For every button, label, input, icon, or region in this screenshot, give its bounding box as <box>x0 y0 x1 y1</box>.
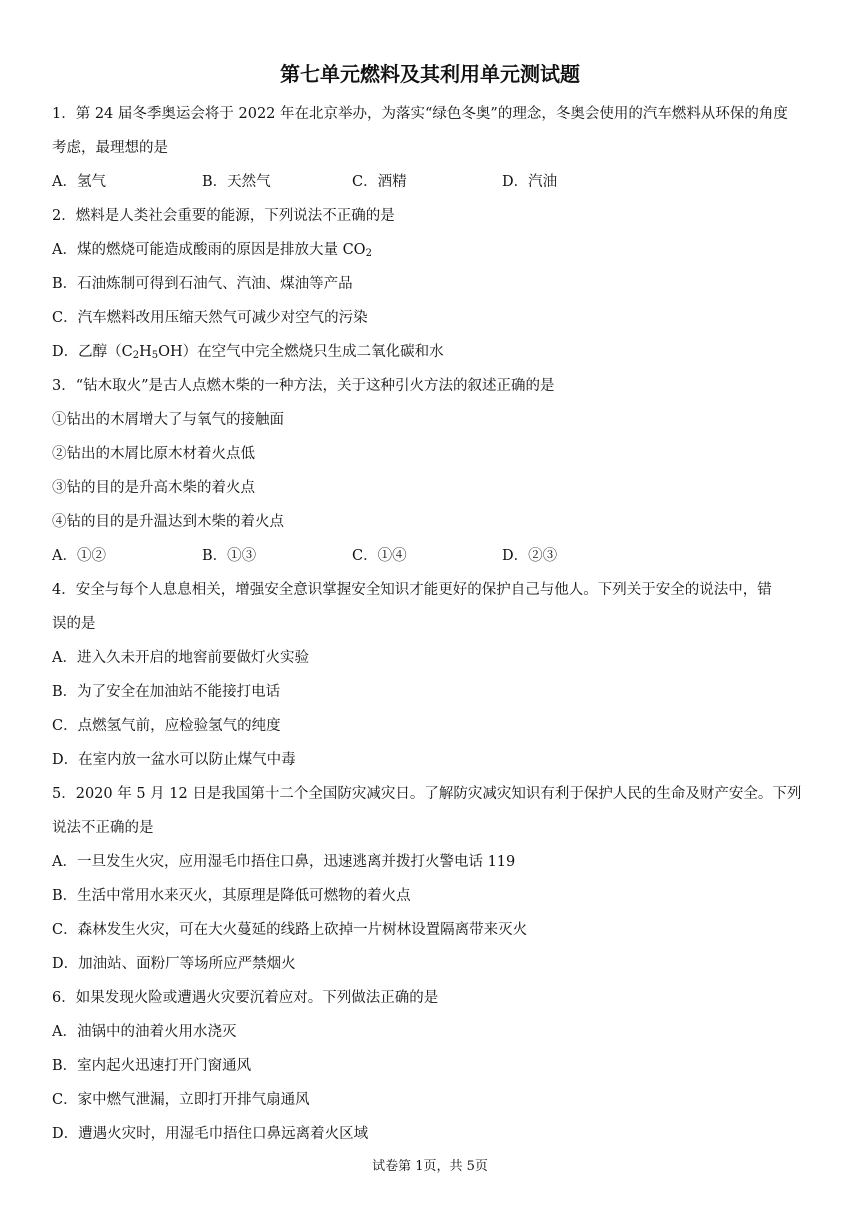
q5-stem-line2: 说法不正确的是 <box>52 820 154 836</box>
q2-option-a-text: A．煤的燃烧可能造成酸雨的原因是排放大量 CO <box>52 242 366 258</box>
q1-option-b: B．天然气 <box>202 174 271 190</box>
q1-stem-line2: 考虑，最理想的是 <box>52 140 168 156</box>
q3-option-a: A．①② <box>52 548 106 564</box>
q5-stem-line1: 5．2020 年 5 月 12 日是我国第十二个全国防灾减灾日。了解防灾减灾知识有利于保护人民的生命及财产安全。下列 <box>52 786 802 802</box>
q2-option-d-post: OH）在空气中完全燃烧只生成二氧化碳和水 <box>158 344 444 360</box>
q3-option-c: C．①④ <box>352 548 407 564</box>
q3-statement-3: ③钻的目的是升高木柴的着火点 <box>52 480 255 496</box>
q2-option-a <box>52 240 812 260</box>
q6-option-d: D．遭遇火灾时，用湿毛巾捂住口鼻远离着火区域 <box>52 1126 369 1142</box>
q6-option-c: C．家中燃气泄漏，立即打开排气扇通风 <box>52 1092 310 1108</box>
q1-option-d: D．汽油 <box>502 174 558 190</box>
q5-option-c: C．森林发生火灾，可在大火蔓延的线路上砍掉一片树林设置隔离带来灭火 <box>52 922 528 938</box>
q2-option-d <box>52 342 812 362</box>
q4-stem-line2: 误的是 <box>52 616 96 632</box>
q6-option-a: A．油锅中的油着火用水浇灭 <box>52 1024 237 1040</box>
q5-option-d: D．加油站、面粉厂等场所应严禁烟火 <box>52 956 296 972</box>
q2-option-b: B．石油炼制可得到石油气、汽油、煤油等产品 <box>52 276 353 292</box>
q2-option-c: C．汽车燃料改用压缩天然气可减少对空气的污染 <box>52 310 368 326</box>
q4-option-c: C．点燃氢气前，应检验氢气的纯度 <box>52 718 281 734</box>
q2-option-d-pre: D．乙醇（C <box>52 344 133 360</box>
q5-option-a: A．一旦发生火灾，应用湿毛巾捂住口鼻，迅速逃离并拨打火警电话 119 <box>52 854 516 870</box>
q4-option-d: D．在室内放一盆水可以防止煤气中毒 <box>52 752 296 768</box>
page-footer: 试卷第 1页，共 5页 <box>372 1159 488 1174</box>
q3-option-d: D．②③ <box>502 548 558 564</box>
q6-option-b: B．室内起火迅速打开门窗通风 <box>52 1058 252 1074</box>
q3-option-b: B．①③ <box>202 548 257 564</box>
q4-stem-line1: 4．安全与每个人息息相关，增强安全意识掌握安全知识才能更好的保护自己与他人。下列关于安全的说法中，错 <box>52 582 772 598</box>
q2-option-d-sub1: 2 <box>132 350 140 361</box>
q1-option-c: C．酒精 <box>352 174 407 190</box>
q5-option-b: B．生活中常用水来灭火，其原理是降低可燃物的着火点 <box>52 888 411 904</box>
q1-option-a: A．氢气 <box>52 174 106 190</box>
q2-stem: 2．燃料是人类社会重要的能源，下列说法不正确的是 <box>52 208 395 224</box>
q3-statement-4: ④钻的目的是升温达到木柴的着火点 <box>52 514 284 530</box>
q2-option-d-sub2: 5 <box>151 350 159 361</box>
q3-statement-1: ①钻出的木屑增大了与氧气的接触面 <box>52 412 284 428</box>
q1-stem-line1: 1．第 24 届冬季奥运会将于 2022 年在北京举办，为落实“绿色冬奥”的理念，冬奥会使用的汽车燃料从环保的角度 <box>52 106 788 122</box>
q2-option-d-mid: H <box>139 344 152 360</box>
q3-stem: 3．“钻木取火”是古人点燃木柴的一种方法，关于这种引火方法的叙述正确的是 <box>52 378 555 394</box>
q6-stem: 6．如果发现火险或遭遇火灾要沉着应对。下列做法正确的是 <box>52 990 439 1006</box>
q4-option-b: B．为了安全在加油站不能接打电话 <box>52 684 281 700</box>
q2-option-a-subscript: 2 <box>365 248 372 259</box>
q4-option-a: A．进入久未开启的地窖前要做灯火实验 <box>52 650 309 666</box>
q3-statement-2: ②钻出的木屑比原木材着火点低 <box>52 446 255 462</box>
page-title: 第七单元燃料及其利用单元测试题 <box>280 62 580 86</box>
